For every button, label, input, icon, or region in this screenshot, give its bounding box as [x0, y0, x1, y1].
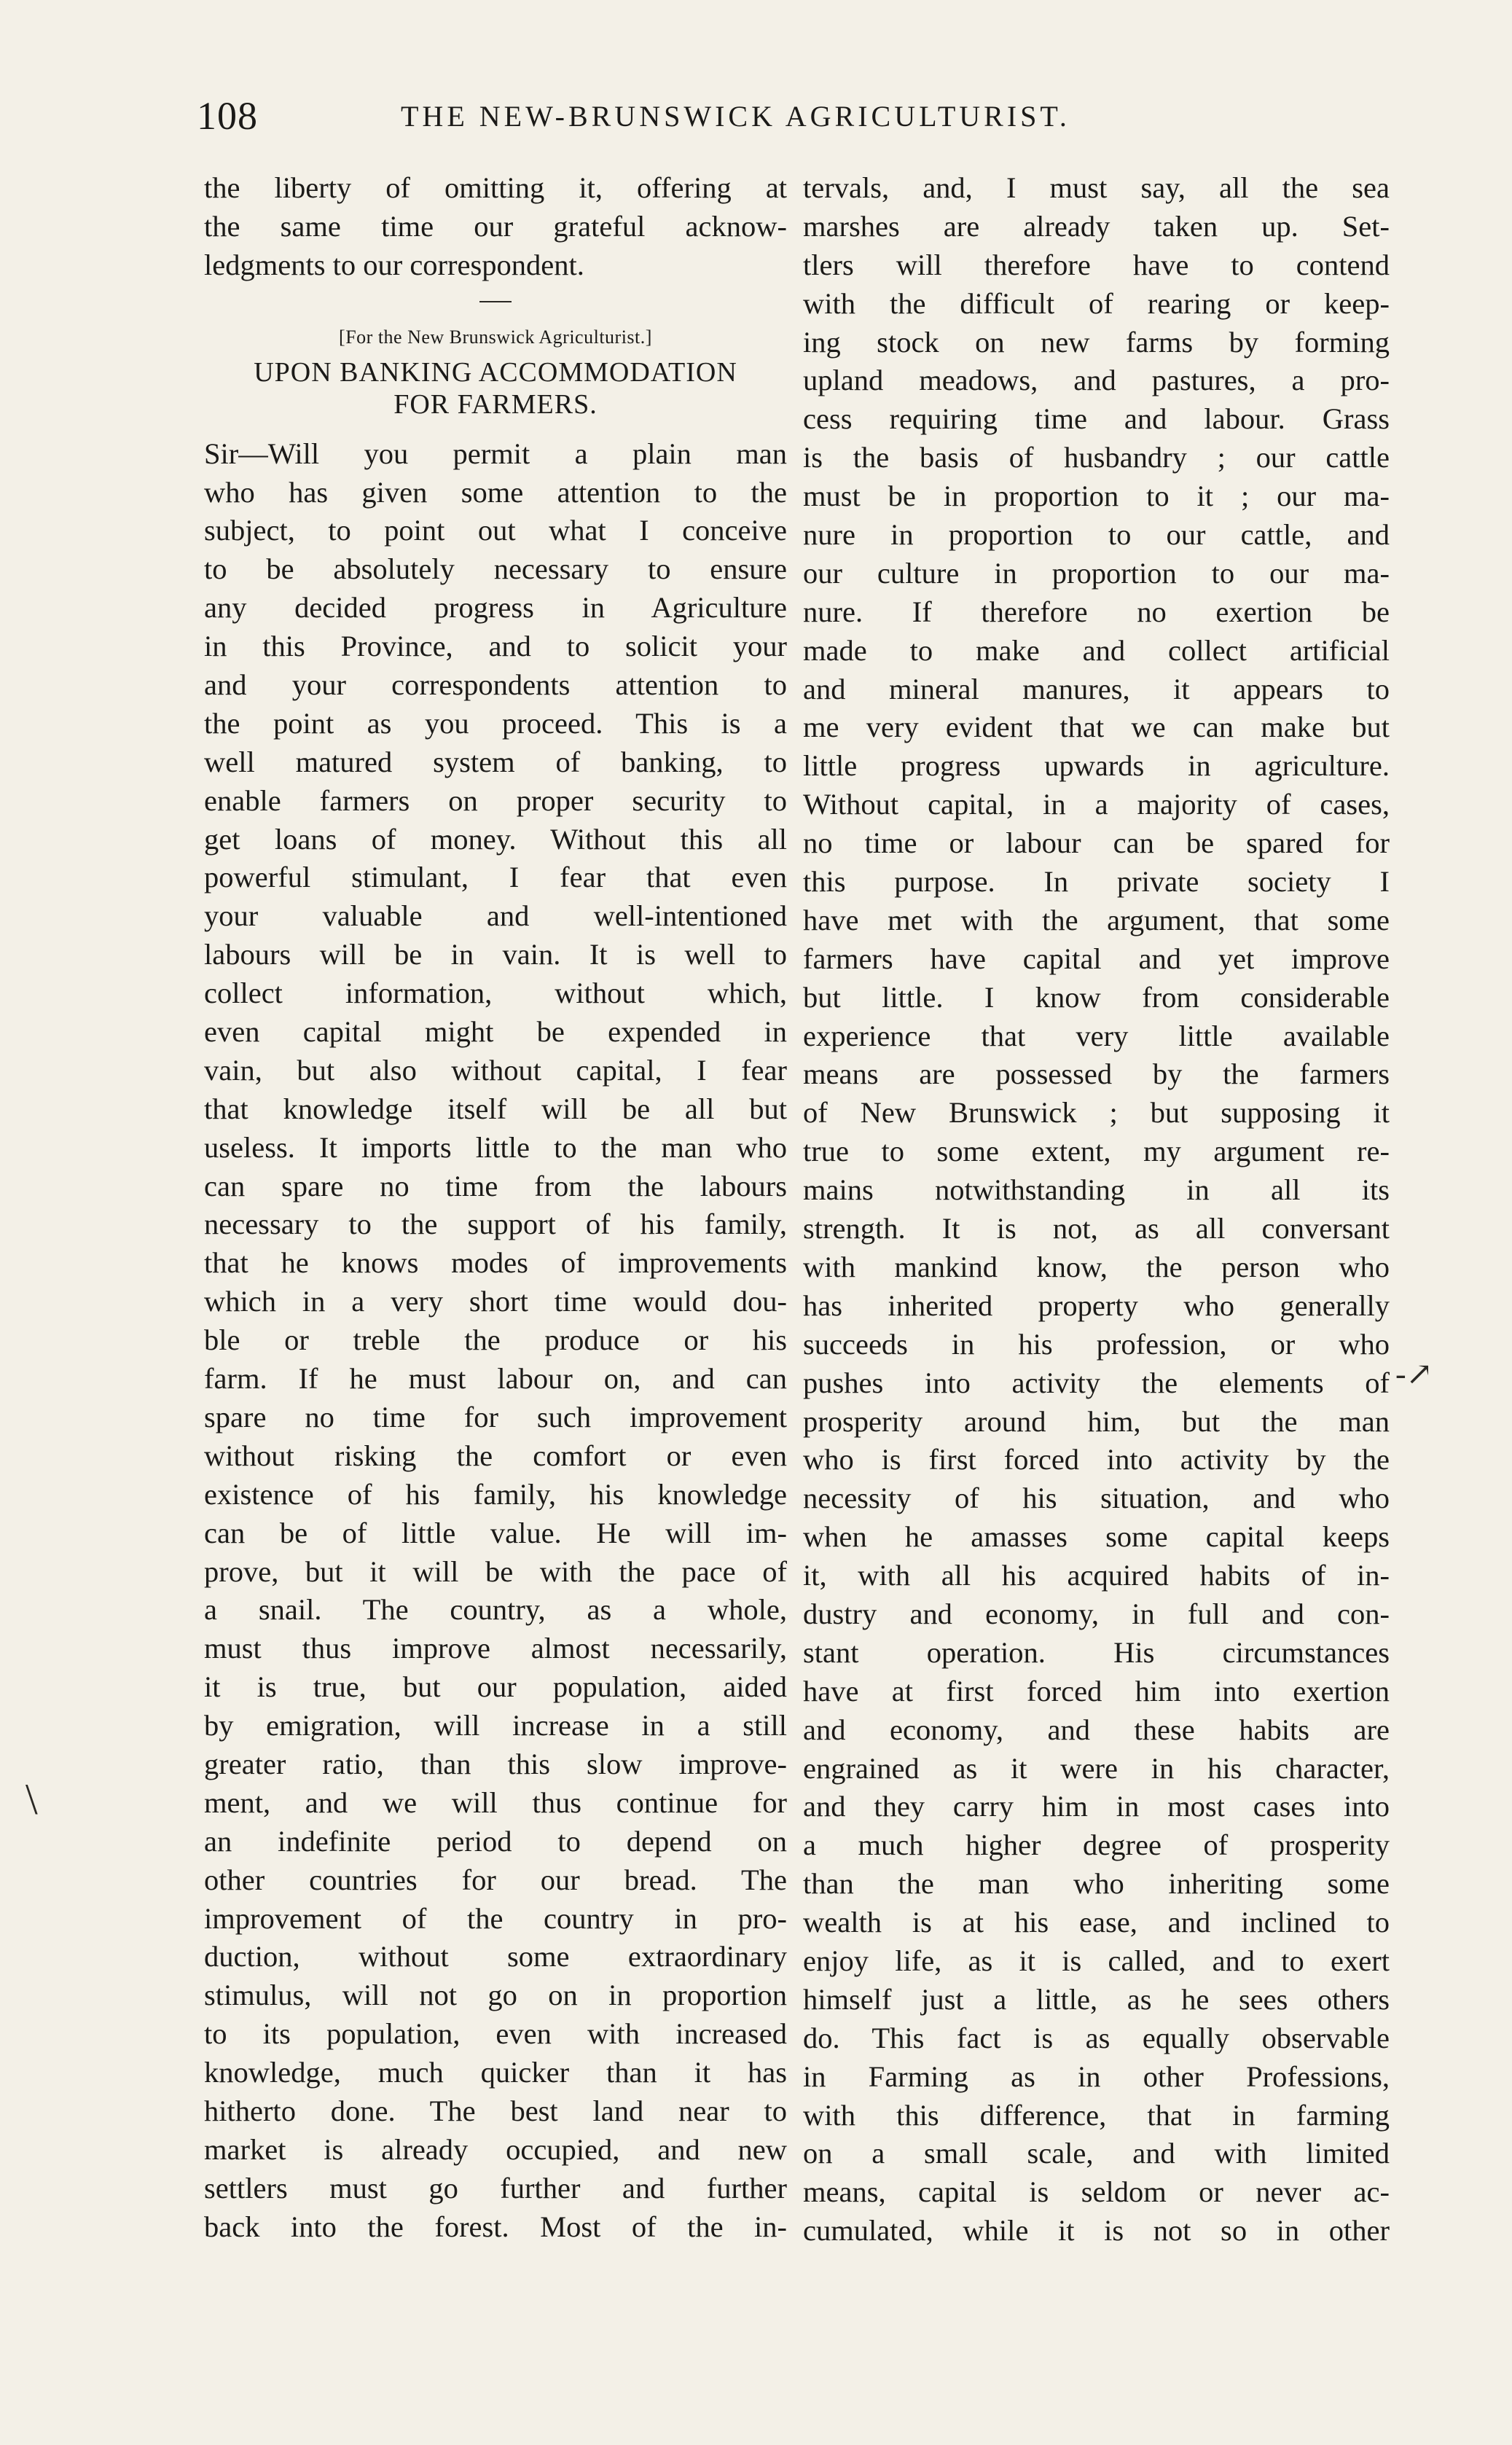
text-line: the same time our grateful acknow- — [204, 209, 787, 243]
text-line: ment, and we will thus continue for — [204, 1785, 787, 1819]
text-line: powerful stimulant, I fear that even — [204, 861, 787, 894]
text-line: improvement of the country in pro- — [204, 1901, 787, 1935]
text-line: succeeds in his profession, or who — [803, 1327, 1390, 1361]
text-line: Without capital, in a majority of cases, — [803, 788, 1390, 821]
source-note: [For the New Brunswick Agriculturist.] — [339, 326, 652, 348]
text-line: even capital might be expended in — [204, 1015, 787, 1049]
text-line: greater ratio, than this slow improve- — [204, 1747, 787, 1780]
text-line: tlers will therefore have to contend — [803, 248, 1390, 281]
text-line: which in a very short time would dou- — [204, 1285, 787, 1318]
text-line: ble or treble the produce or his — [204, 1323, 787, 1357]
text-line: spare no time for such improvement — [204, 1400, 787, 1433]
text-line: who is first forced into activity by the — [803, 1443, 1390, 1476]
text-line: hitherto done. The best land near to — [204, 2094, 787, 2127]
article-body-right — [803, 169, 1390, 2250]
text-line: but little. I know from considerable — [803, 980, 1390, 1014]
text-line: upland meadows, and pastures, a pro- — [803, 364, 1390, 397]
text-line: enable farmers on proper security to — [204, 783, 787, 817]
margin-arrow-mark: -↗ — [1395, 1356, 1433, 1392]
text-line: and your correspondents attention to — [204, 668, 787, 702]
text-line: Sir—Will you permit a plain man — [204, 437, 787, 470]
text-line: little progress upwards in agriculture. — [803, 749, 1390, 783]
text-line: market is already occupied, and new — [204, 2132, 787, 2166]
text-line: your valuable and well-intentioned — [204, 899, 787, 933]
text-line: ing stock on new farms by forming — [803, 325, 1390, 359]
text-line: prosperity around him, but the man — [803, 1404, 1390, 1438]
running-title: THE NEW-BRUNSWICK AGRICULTURIST. — [401, 100, 1070, 133]
text-line: this purpose. In private society I — [803, 865, 1390, 899]
text-line: other countries for our bread. The — [204, 1863, 787, 1896]
text-line: no time or labour can be spared for — [803, 826, 1390, 860]
text-line: to be absolutely necessary to ensure — [204, 552, 787, 586]
text-line: with the difficult of rearing or keep- — [803, 286, 1390, 320]
text-line: necessity of his situation, and who — [803, 1482, 1390, 1515]
text-line: existence of his family, his knowledge — [204, 1477, 787, 1511]
text-line: enjoy life, as it is called, and to exert — [803, 1944, 1390, 1977]
text-line: vain, but also without capital, I fear — [204, 1053, 787, 1087]
text-line: by emigration, will increase in a still — [204, 1709, 787, 1742]
text-line: ledgments to our correspondent. — [204, 248, 584, 281]
text-line: back into the forest. Most of the in- — [204, 2210, 787, 2243]
text-line: have at first forced him into exertion — [803, 1674, 1390, 1707]
text-line: an indefinite period to depend on — [204, 1824, 787, 1858]
text-line: farm. If he must labour on, and can — [204, 1362, 787, 1396]
text-line: get loans of money. Without this all — [204, 822, 787, 856]
text-line: strength. It is not, as all conversant — [803, 1212, 1390, 1245]
text-line: must thus improve almost necessarily, — [204, 1632, 787, 1665]
text-line: true to some extent, my argument re- — [803, 1135, 1390, 1168]
page-header — [197, 93, 1403, 144]
left-column — [204, 169, 787, 2247]
article-body-left — [204, 435, 787, 2247]
text-line: marshes are already taken up. Set- — [803, 209, 1390, 243]
text-line: in Farming as in other Professions, — [803, 2059, 1390, 2093]
text-line: made to make and collect artificial — [803, 633, 1390, 667]
text-line: that he knows modes of improvements — [204, 1246, 787, 1280]
text-line: dustry and economy, in full and con- — [803, 1597, 1390, 1630]
text-line: can be of little value. He will im- — [204, 1516, 787, 1549]
text-line: nure. If therefore no exertion be — [803, 595, 1390, 628]
text-line: cess requiring time and labour. Grass — [803, 402, 1390, 436]
text-line: means are possessed by the farmers — [803, 1057, 1390, 1091]
text-line: a snail. The country, as a whole, — [204, 1593, 787, 1627]
text-line: without risking the comfort or even — [204, 1439, 787, 1472]
text-line: who has given some attention to the — [204, 475, 787, 509]
text-line: duction, without some extraordinary — [204, 1940, 787, 1973]
text-line: have met with the argument, that some — [803, 903, 1390, 936]
text-line: in this Province, and to solicit your — [204, 630, 787, 663]
text-line: with mankind know, the person who — [803, 1250, 1390, 1283]
text-line: engrained as it were in his character, — [803, 1751, 1390, 1785]
text-line: necessary to the support of his family, — [204, 1208, 787, 1241]
text-line: labours will be in vain. It is well to — [204, 938, 787, 971]
text-line: than the man who inheriting some — [803, 1867, 1390, 1901]
page-number: 108 — [197, 94, 258, 138]
text-line: do. This fact is as equally observable — [803, 2021, 1390, 2054]
text-line: any decided progress in Agriculture — [204, 591, 787, 625]
text-line: must be in proportion to it ; our ma- — [803, 480, 1390, 513]
text-line: collect information, without which, — [204, 977, 787, 1010]
intro-paragraph — [204, 169, 787, 285]
text-line: has inherited property who generally — [803, 1288, 1390, 1322]
text-line: settlers must go further and further — [204, 2171, 787, 2205]
article-title: UPON BANKING ACCOMMODATION — [254, 356, 737, 388]
margin-stroke-mark: \ — [26, 1775, 38, 1823]
text-line: experience that very little available — [803, 1019, 1390, 1052]
text-line: useless. It imports little to the man who — [204, 1130, 787, 1164]
text-line: well matured system of banking, to — [204, 745, 787, 778]
text-line: stant operation. His circumstances — [803, 1635, 1390, 1669]
text-line: stimulus, will not go on in proportion — [204, 1979, 787, 2012]
text-line: to its population, even with increased — [204, 2017, 787, 2051]
text-line: me very evident that we can make but — [803, 711, 1390, 744]
text-line: can spare no time from the labours — [204, 1169, 787, 1202]
text-line: and mineral manures, it appears to — [803, 672, 1390, 705]
text-line: wealth is at his ease, and inclined to — [803, 1906, 1390, 1939]
text-line: prove, but it will be with the pace of — [204, 1554, 787, 1588]
text-line: tervals, and, I must say, all the sea — [803, 171, 1390, 204]
text-line: himself just a little, as he sees others — [803, 1982, 1390, 2016]
text-line: mains notwithstanding in all its — [803, 1173, 1390, 1207]
text-line: knowledge, much quicker than it has — [204, 2056, 787, 2089]
section-divider — [479, 301, 512, 302]
text-line: our culture in proportion to our ma- — [803, 556, 1390, 590]
text-line: it is true, but our population, aided — [204, 1670, 787, 1704]
text-line: and they carry him in most cases into — [803, 1790, 1390, 1823]
text-line: on a small scale, and with limited — [803, 2137, 1390, 2170]
text-line: when he amasses some capital keeps — [803, 1520, 1390, 1554]
text-line: the point as you proceed. This is a — [204, 706, 787, 740]
text-line: and economy, and these habits are — [803, 1713, 1390, 1746]
text-line: farmers have capital and yet improve — [803, 942, 1390, 975]
text-line: it, with all his acquired habits of in- — [803, 1559, 1390, 1592]
text-line: pushes into activity the elements of — [803, 1366, 1390, 1399]
text-line: means, capital is seldom or never ac- — [803, 2175, 1390, 2209]
text-line: a much higher degree of prosperity — [803, 1828, 1390, 1862]
text-line: that knowledge itself will be all but — [204, 1092, 787, 1125]
right-column — [803, 169, 1390, 2250]
text-line: the liberty of omitting it, offering at — [204, 171, 787, 204]
text-line: with this difference, that in farming — [803, 2098, 1390, 2132]
text-line: subject, to point out what I conceive — [204, 514, 787, 547]
article-title-continued: FOR FARMERS. — [393, 388, 598, 420]
text-line: of New Brunswick ; but supposing it — [803, 1096, 1390, 1130]
text-line: nure in proportion to our cattle, and — [803, 518, 1390, 552]
text-line: is the basis of husbandry ; our cattle — [803, 441, 1390, 474]
text-line: cumulated, while it is not so in other — [803, 2214, 1390, 2248]
